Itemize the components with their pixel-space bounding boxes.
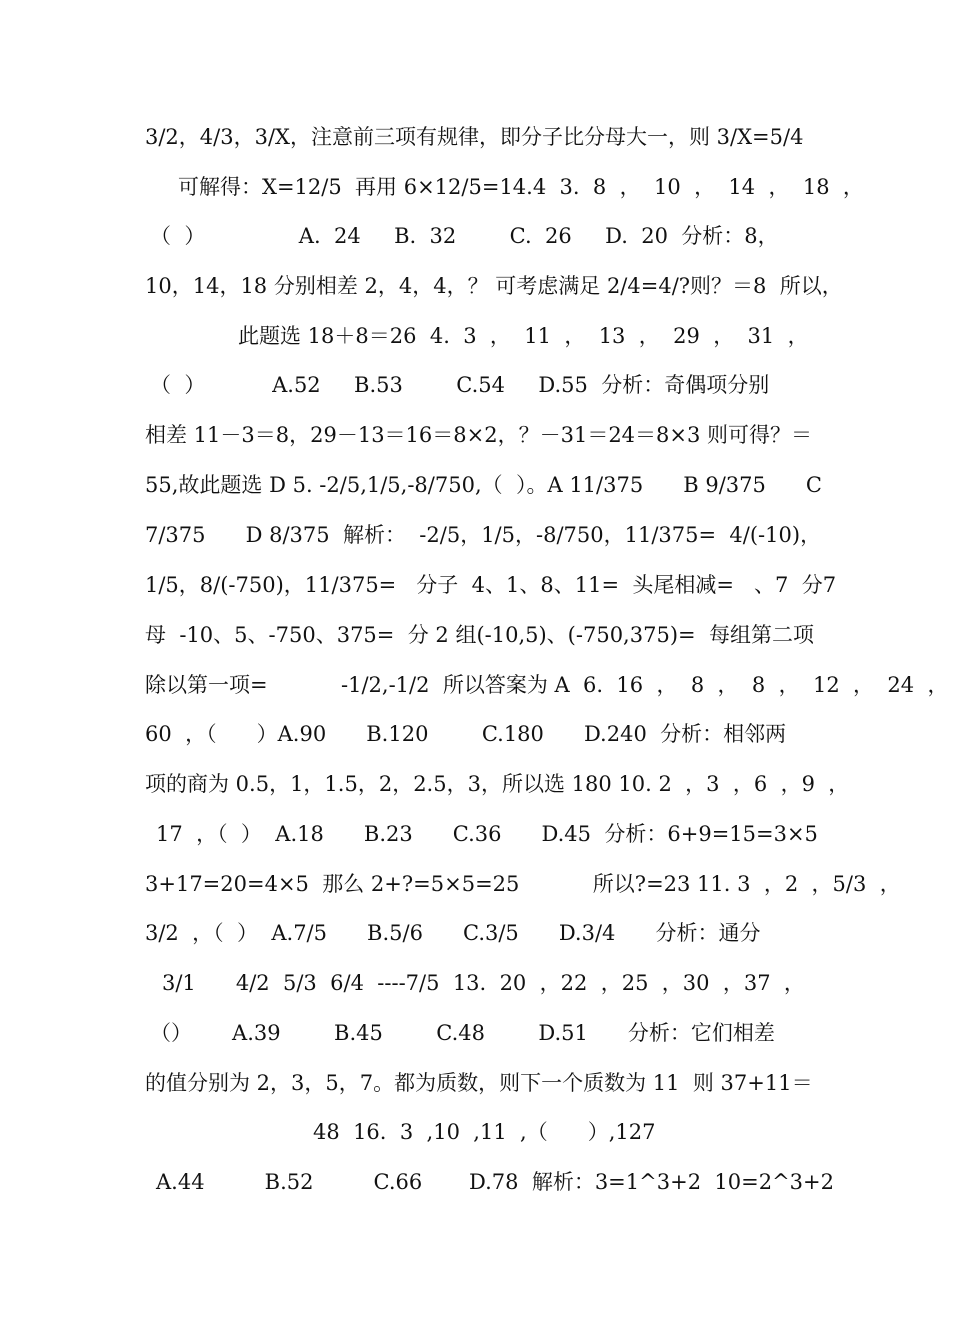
text-line-18: 3/1 4/2 5/3 6/4 ----7/5 13. 20 ，22 ，25 ，30 ，37 ， bbox=[162, 971, 805, 995]
text-line-11: 母 -10、5、-750、375= 分 2 组(-10,5)、(-750,375)= 每组第二项 bbox=[145, 623, 814, 647]
text-line-9: 7/375 D 8/375 解析： -2/5，1/5，-8/750，11/375= 4/(-10)， bbox=[145, 523, 822, 547]
text-line-22: A.44 B.52 C.66 D.78 解析：3=1^3+2 10=2^3+2 bbox=[156, 1170, 834, 1194]
text-line-5: 此题选 18＋8＝26 4. 3 ， 11 ， 13 ， 29 ， 31 ， bbox=[238, 324, 809, 348]
text-line-17: 3/2 ，（ ） A.7/5 B.5/6 C.3/5 D.3/4 分析：通分 bbox=[145, 921, 761, 945]
text-line-13: 60 ，（ ）A.90 B.120 C.180 D.240 分析：相邻两 bbox=[145, 722, 787, 746]
text-line-20: 的值分别为 2，3，5，7。都为质数，则下一个质数为 11 则 37+11＝ bbox=[145, 1071, 813, 1095]
text-line-15: 17 ，（ ） A.18 B.23 C.36 D.45 分析：6+9=15=3×5 bbox=[156, 822, 818, 846]
text-line-8: 55,故此题选 D 5. -2/5,1/5,-8/750,（ ）。A 11/375 B 9/375 C bbox=[145, 473, 822, 497]
text-line-10: 1/5，8/(-750)，11/375= 分子 4、1、8、11= 头尾相减= 、7 分7 bbox=[145, 573, 837, 597]
text-line-7: 相差 11－3＝8，29－13＝16＝8×2，？－31＝24＝8×3 则可得？＝ bbox=[145, 423, 813, 447]
text-line-14: 项的商为 0.5，1，1.5，2，2.5，3，所以选 180 10. 2 ，3 ，6 ，9 ， bbox=[145, 772, 850, 796]
text-line-21: 48 16. 3 ,10 ,11 ,（ ）,127 bbox=[313, 1120, 656, 1144]
text-line-19: （） A.39 B.45 C.48 D.51 分析：它们相差 bbox=[150, 1021, 775, 1045]
text-line-3: （ ） A. 24 B. 32 C. 26 D. 20 分析：8， bbox=[150, 224, 779, 248]
text-line-1: 3/2，4/3，3/X，注意前三项有规律，即分子比分母大一，则 3/X=5/4 bbox=[145, 125, 804, 149]
text-line-4: 10，14，18 分别相差 2，4，4，？ 可考虑满足 2/4=4/?则？＝8 所以， bbox=[145, 274, 843, 298]
text-line-12: 除以第一项= -1/2,-1/2 所以答案为 A 6. 16 ， 8 ， 8 ， 12 ， 24 ， bbox=[145, 673, 949, 697]
text-line-2: 可解得：X=12/5 再用 6×12/5=14.4 3. 8 ， 10 ， 14 ， 18 ， bbox=[178, 175, 864, 199]
text-line-6: （ ） A.52 B.53 C.54 D.55 分析：奇偶项分别 bbox=[150, 373, 770, 397]
text-line-16: 3+17=20=4×5 那么 2+?=5×5=25 所以?=23 11. 3 ，2 ，5/3 ， bbox=[145, 872, 901, 896]
